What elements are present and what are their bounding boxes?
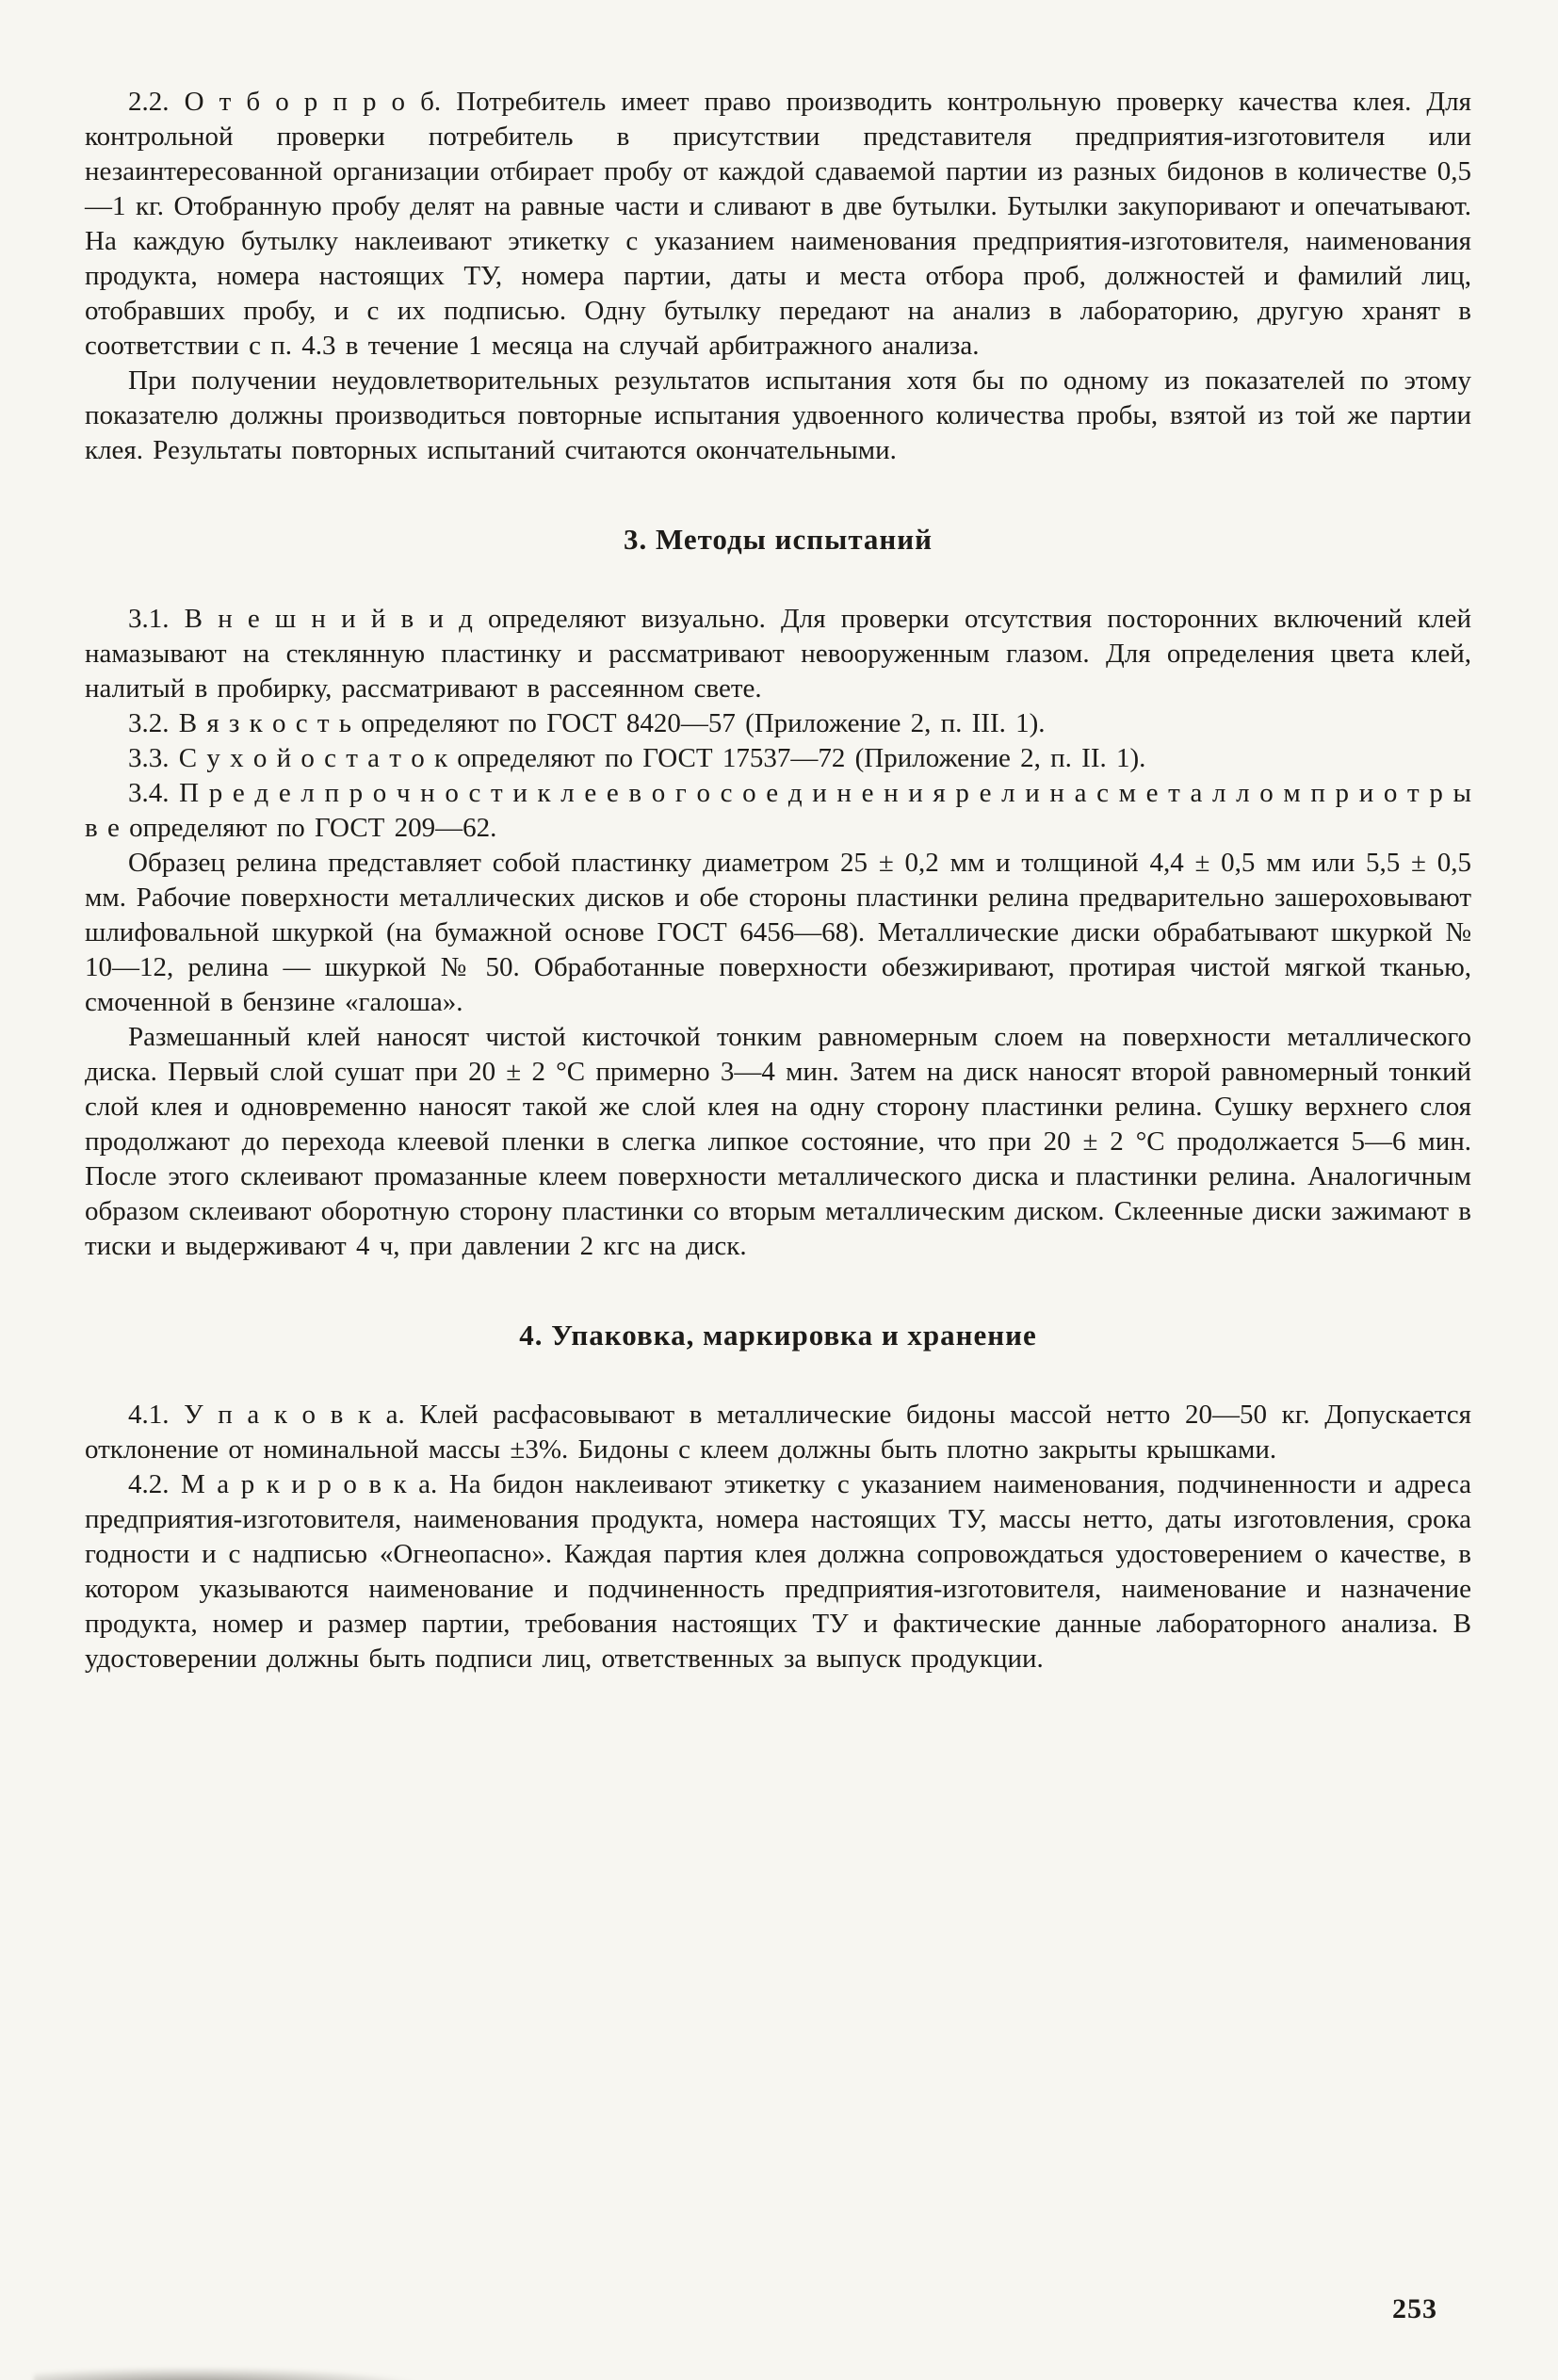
page-number: 253 <box>1392 2293 1437 2324</box>
para-3-1-appearance: 3.1. В н е ш н и й в и д определяют визуально. Для проверки отсутствия посторонних включений клей намазывают на стеклянную пластинку и рассматривают невооруженным глазом. Для определения цвета клей, налитый в пробирку, рассматривают в рассеянном свете. <box>85 604 1471 704</box>
para-3-3-dry-residue: 3.3. С у х о й о с т а т о к определяют по ГОСТ 17537—72 (Приложение 2, п. II. 1). <box>128 743 1146 773</box>
para-relin-sample-preparation: Образец релина представляет собой пластинку диаметром 25 ± 0,2 мм и толщиной 4,4 ± 0,5 мм или 5,5 ± 0,5 мм. Рабочие поверхности металлических дисков и обе стороны пластинки релина предварительно зашероховывают шлифовальной шкуркой (на бумажной основе ГОСТ 6456—68). Металлические диски обрабатывают шкуркой № 10—12, релина — шкуркой № 50. Обработанные поверхности обезжиривают, протирая чистой мягкой тканью, смоченной в бензине «галоша». <box>85 848 1471 1017</box>
para-2-2-retest-note: При получении неудовлетворительных результатов испытания хотя бы по одному из показателей по этому показателю должны производиться повторные испытания удвоенного количества пробы, взятой из той же партии клея. Результаты повторных испытаний считаются окончательными. <box>85 365 1471 465</box>
para-2-2-sampling: 2.2. О т б о р п р о б. Потребитель имеет право производить контрольную проверку качества клея. Для контрольной проверки потребитель в присутствии представителя предприятия-изготовителя или незаинтересованной организации отбирает пробу от каждой сдаваемой партии из разных бидонов в количестве 0,5—1 кг. Отобранную пробу делят на равные части и сливают в две бутылки. Бутылки закупоривают и опечатывают. На каждую бутылку наклеивают этикетку с указанием наименования предприятия-изготовителя, наименования продукта, номера настоящих ТУ, номера партии, даты и места отбора проб, должностей и фамилий лиц, отобравших пробу, и с их подписью. Одну бутылку передают на анализ в лабораторию, другую хранят в соответствии с п. 4.3 в течение 1 месяца на случай арбитражного анализа. <box>85 87 1471 361</box>
para-glue-application-procedure: Размешанный клей наносят чистой кисточкой тонким равномерным слоем на поверхности металлического диска. Первый слой сушат при 20 ± 2 °С примерно 3—4 мин. Затем на диск наносят второй равномерный тонкий слой клея и одновременно наносят такой же слой клея на одну сторону пластинки релина. Сушку верхнего слоя продолжают до перехода клеевой пленки в слегка липкое состояние, что при 20 ± 2 °С продолжается 5—6 мин. После этого склеивают промазанные клеем поверхности металлического диска и пластинки релина. Аналогичным образом склеивают оборотную сторону пластинки со вторым металлическим диском. Склеенные диски зажимают в тиски и выдерживают 4 ч, при давлении 2 кгс на диск. <box>85 1022 1471 1261</box>
heading-section-3-test-methods: 3. Методы испытаний <box>623 523 933 556</box>
scan-artifact <box>34 2367 430 2380</box>
para-4-1-packaging: 4.1. У п а к о в к а. Клей расфасовывают в металлические бидоны массой нетто 20—50 кг. Допускается отклонение от номинальной массы ±3%. Бидоны с клеем должны быть плотно закрыты крышками. <box>85 1400 1471 1465</box>
heading-section-4-packaging: 4. Упаковка, маркировка и хранение <box>519 1319 1037 1352</box>
para-4-2-marking: 4.2. М а р к и р о в к а. На бидон наклеивают этикетку с указанием наименования, подчиненности и адреса предприятия-изготовителя, наименования продукта, номера настоящих ТУ, массы нетто, даты изготовления, срока годности и с надписью «Огнеопасно». Каждая партия клея должна сопровождаться удостоверением о качестве, в котором указываются наименование и подчиненность предприятия-изготовителя, наименование и назначение продукта, номер и размер партии, требования настоящих ТУ и фактические данные лабораторного анализа. В удостоверении должны быть подписи лиц, ответственных за выпуск продукции. <box>85 1469 1471 1674</box>
para-3-4-bond-strength: 3.4. П р е д е л п р о ч н о с т и к л е е в о г о с о е д и н е н и я р е л и н а с м е т а л л о м п р и о т р ы в е определяют по ГОСТ 209—62. <box>85 778 1471 843</box>
para-3-2-viscosity: 3.2. В я з к о с т ь определяют по ГОСТ 8420—57 (Приложение 2, п. III. 1). <box>128 708 1046 738</box>
